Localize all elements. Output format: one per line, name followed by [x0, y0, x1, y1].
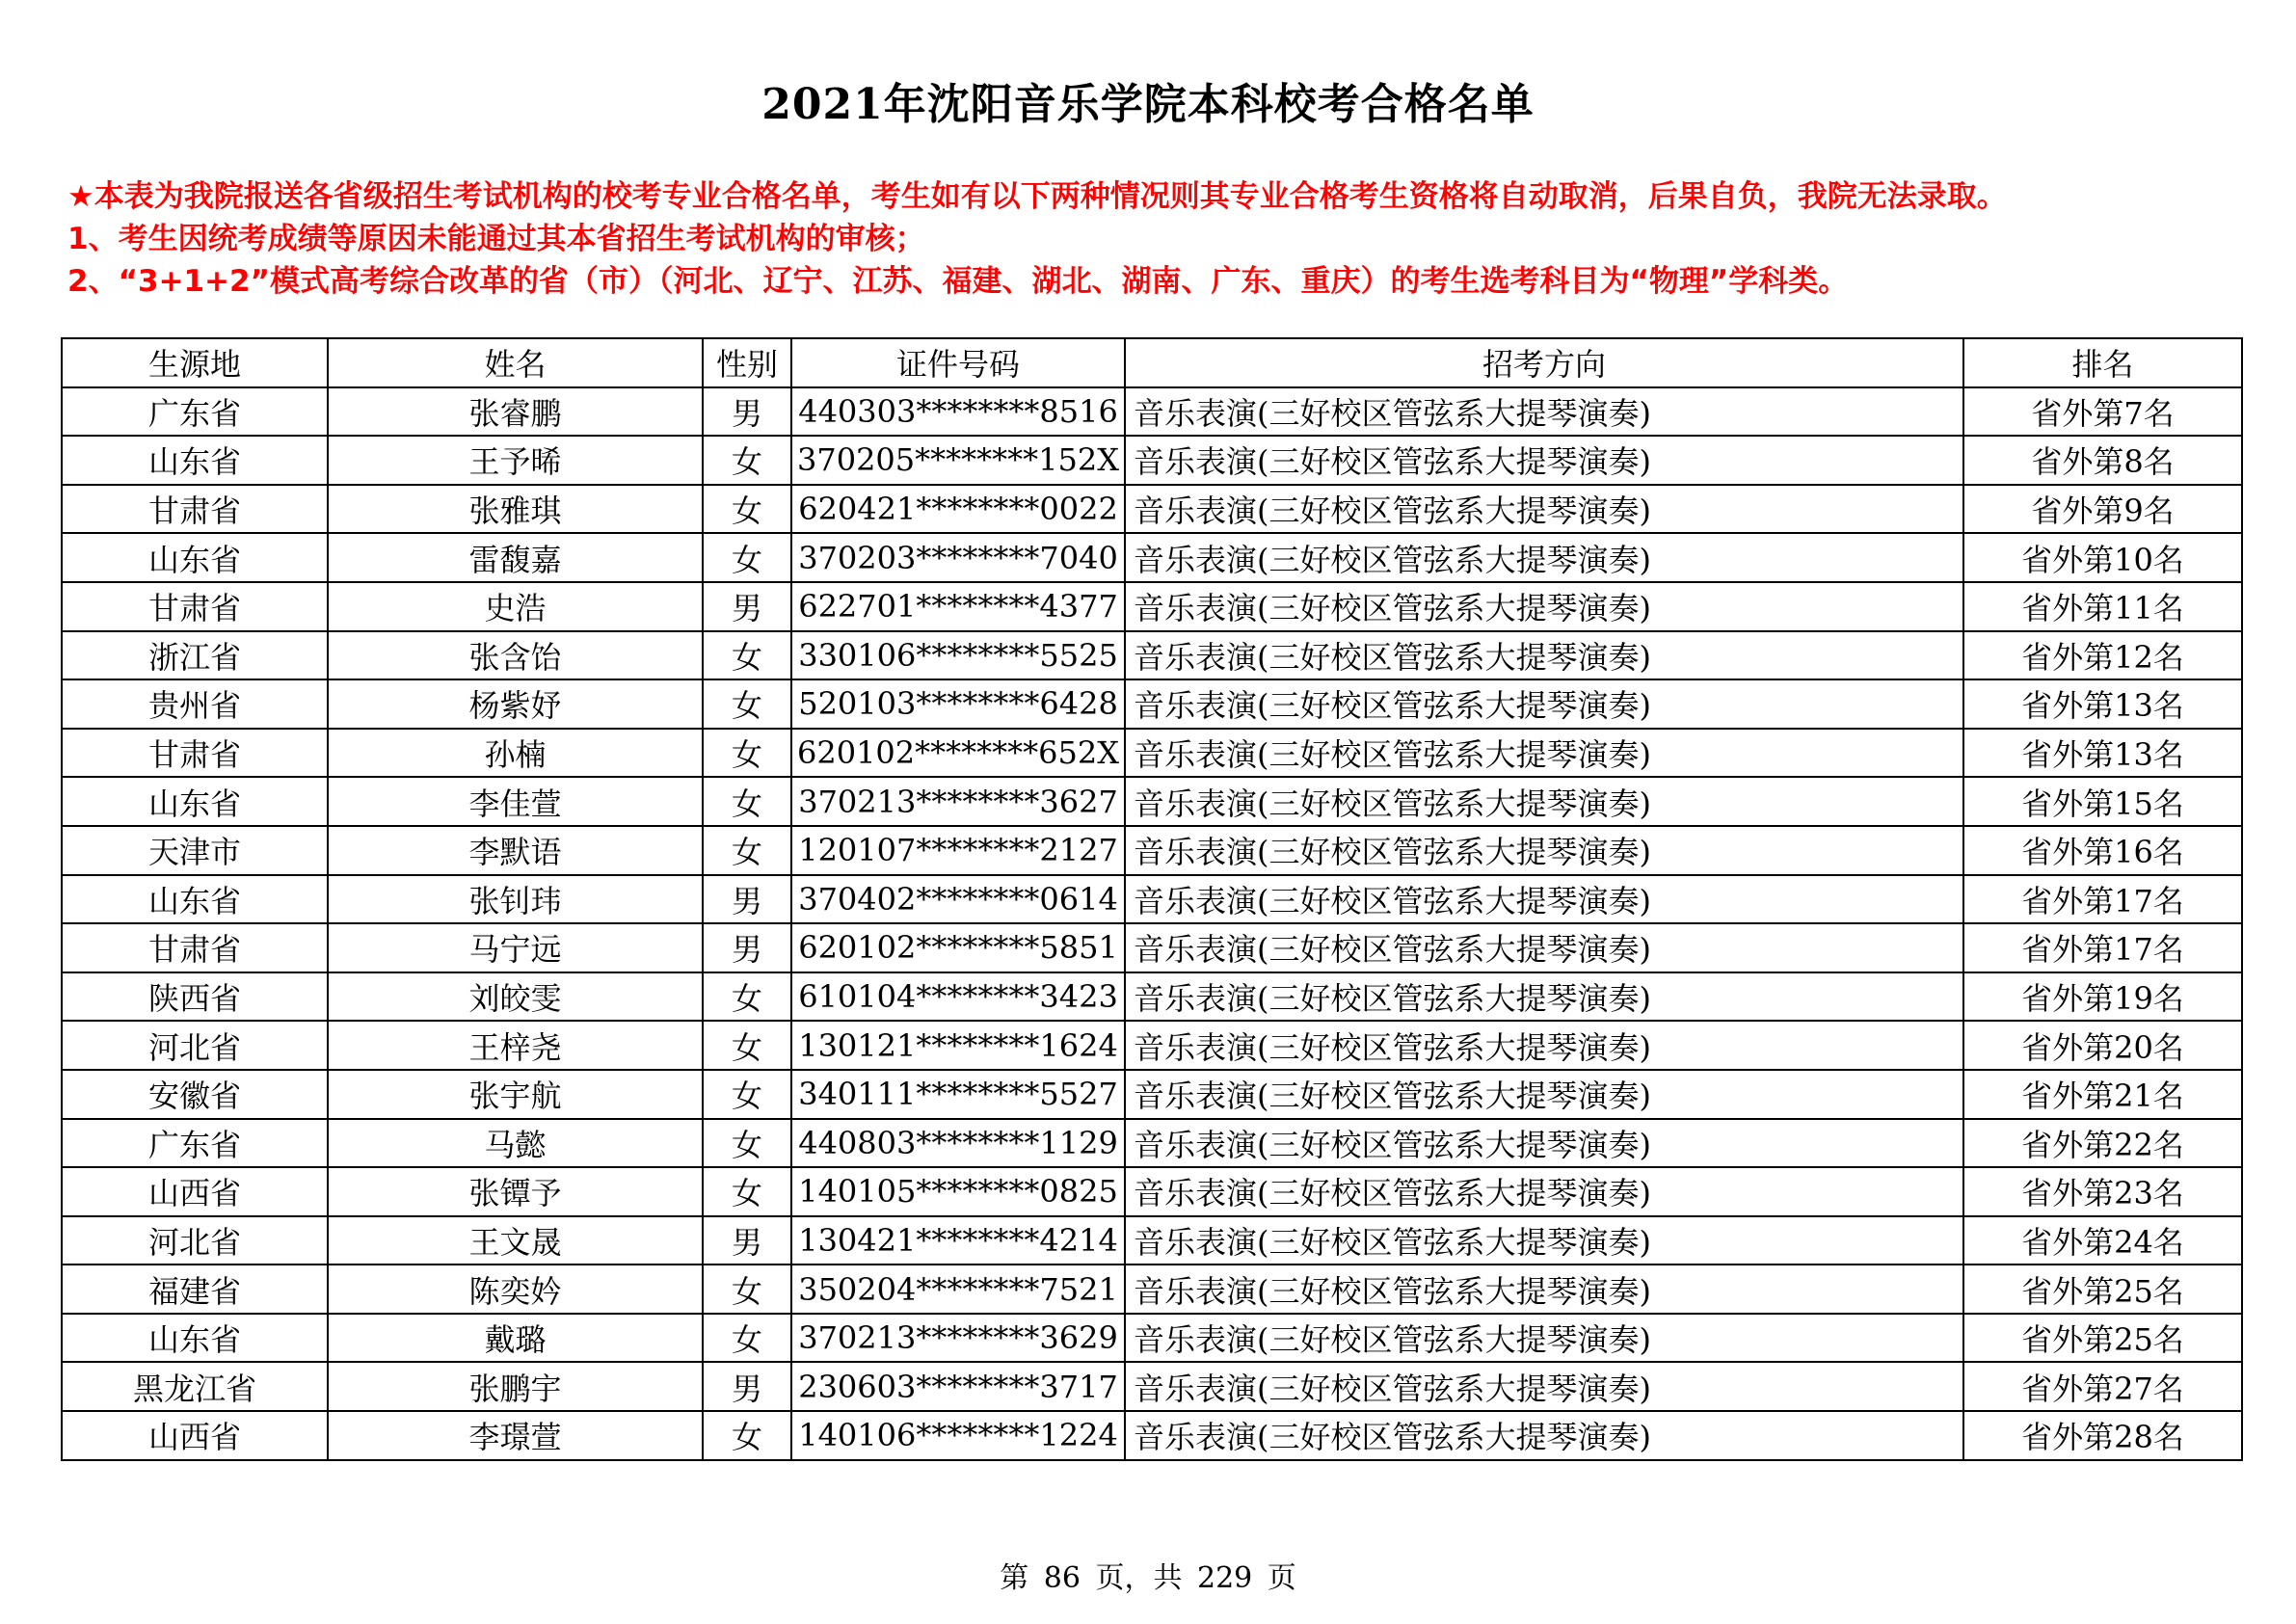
cell-name: 王文晟 [328, 1216, 703, 1265]
cell-id-number: 140105********0825 [791, 1167, 1125, 1216]
cell-id-number: 330106********5525 [791, 631, 1125, 680]
cell-id-number: 370402********0614 [791, 875, 1125, 924]
table-row [62, 777, 2242, 826]
cell-name: 马懿 [328, 1119, 703, 1168]
table-body [62, 387, 2242, 1460]
cell-rank: 省外第20名 [1963, 1021, 2242, 1070]
table-row [62, 1021, 2242, 1070]
cell-direction: 音乐表演(三好校区管弦系大提琴演奏) [1125, 387, 1963, 437]
cell-name: 李璟萱 [328, 1411, 703, 1460]
cell-id-number: 130121********1624 [791, 1021, 1125, 1070]
cell-name: 孙楠 [328, 729, 703, 778]
cell-rank: 省外第13名 [1963, 679, 2242, 729]
cell-gender: 女 [703, 826, 791, 875]
notice-block [67, 175, 2275, 303]
cell-id-number: 620102********652X [791, 729, 1125, 778]
cell-id-number: 610104********3423 [791, 972, 1125, 1022]
cell-direction: 音乐表演(三好校区管弦系大提琴演奏) [1125, 1021, 1963, 1070]
cell-gender: 女 [703, 777, 791, 826]
cell-gender: 女 [703, 1167, 791, 1216]
cell-direction: 音乐表演(三好校区管弦系大提琴演奏) [1125, 582, 1963, 631]
cell-direction: 音乐表演(三好校区管弦系大提琴演奏) [1125, 533, 1963, 582]
cell-gender: 女 [703, 533, 791, 582]
cell-rank: 省外第28名 [1963, 1411, 2242, 1460]
cell-id-number: 370213********3627 [791, 777, 1125, 826]
cell-direction: 音乐表演(三好校区管弦系大提琴演奏) [1125, 436, 1963, 485]
table-row [62, 436, 2242, 485]
cell-direction: 音乐表演(三好校区管弦系大提琴演奏) [1125, 485, 1963, 534]
cell-name: 王予晞 [328, 436, 703, 485]
cell-direction: 音乐表演(三好校区管弦系大提琴演奏) [1125, 1314, 1963, 1363]
header-direction: 招考方向 [1125, 338, 1963, 387]
cell-id-number: 230603********3717 [791, 1362, 1125, 1411]
cell-direction: 音乐表演(三好校区管弦系大提琴演奏) [1125, 1362, 1963, 1411]
table-row [62, 679, 2242, 729]
cell-origin: 山东省 [62, 1314, 328, 1363]
table-row [62, 875, 2242, 924]
cell-origin: 山东省 [62, 777, 328, 826]
cell-gender: 女 [703, 679, 791, 729]
cell-direction: 音乐表演(三好校区管弦系大提琴演奏) [1125, 631, 1963, 680]
cell-id-number: 370203********7040 [791, 533, 1125, 582]
cell-direction: 音乐表演(三好校区管弦系大提琴演奏) [1125, 1216, 1963, 1265]
cell-direction: 音乐表演(三好校区管弦系大提琴演奏) [1125, 679, 1963, 729]
table-row [62, 485, 2242, 534]
cell-rank: 省外第17名 [1963, 923, 2242, 972]
table-row [62, 582, 2242, 631]
cell-name: 马宁远 [328, 923, 703, 972]
cell-name: 雷馥嘉 [328, 533, 703, 582]
cell-gender: 女 [703, 485, 791, 534]
cell-gender: 男 [703, 923, 791, 972]
cell-origin: 天津市 [62, 826, 328, 875]
cell-id-number: 130421********4214 [791, 1216, 1125, 1265]
cell-gender: 女 [703, 631, 791, 680]
cell-origin: 广东省 [62, 1119, 328, 1168]
table-row [62, 826, 2242, 875]
cell-rank: 省外第23名 [1963, 1167, 2242, 1216]
cell-rank: 省外第27名 [1963, 1362, 2242, 1411]
cell-name: 王梓尧 [328, 1021, 703, 1070]
cell-rank: 省外第10名 [1963, 533, 2242, 582]
cell-direction: 音乐表演(三好校区管弦系大提琴演奏) [1125, 875, 1963, 924]
cell-name: 张含饴 [328, 631, 703, 680]
cell-gender: 女 [703, 1021, 791, 1070]
cell-direction: 音乐表演(三好校区管弦系大提琴演奏) [1125, 1119, 1963, 1168]
cell-rank: 省外第7名 [1963, 387, 2242, 437]
cell-name: 陈奕妗 [328, 1265, 703, 1314]
cell-direction: 音乐表演(三好校区管弦系大提琴演奏) [1125, 826, 1963, 875]
cell-direction: 音乐表演(三好校区管弦系大提琴演奏) [1125, 1265, 1963, 1314]
header-name: 姓名 [328, 338, 703, 387]
cell-name: 张镡予 [328, 1167, 703, 1216]
page-title: 2021年沈阳音乐学院本科校考合格名单 [761, 80, 1535, 129]
cell-rank: 省外第21名 [1963, 1070, 2242, 1119]
cell-origin: 山东省 [62, 533, 328, 582]
cell-origin: 陕西省 [62, 972, 328, 1022]
table-row [62, 972, 2242, 1022]
cell-rank: 省外第11名 [1963, 582, 2242, 631]
header-origin: 生源地 [62, 338, 328, 387]
table-row [62, 923, 2242, 972]
cell-direction: 音乐表演(三好校区管弦系大提琴演奏) [1125, 972, 1963, 1022]
header-rank: 排名 [1963, 338, 2242, 387]
page-footer: 第 86 页，共 229 页 [1000, 1561, 1296, 1595]
table-row [62, 533, 2242, 582]
cell-name: 张宇航 [328, 1070, 703, 1119]
cell-gender: 男 [703, 875, 791, 924]
cell-name: 戴璐 [328, 1314, 703, 1363]
table-header-row [62, 338, 2242, 387]
cell-id-number: 520103********6428 [791, 679, 1125, 729]
table-row [62, 1119, 2242, 1168]
cell-id-number: 140106********1224 [791, 1411, 1125, 1460]
table-row [62, 1411, 2242, 1460]
cell-gender: 男 [703, 1216, 791, 1265]
cell-name: 杨紫妤 [328, 679, 703, 729]
cell-gender: 女 [703, 1411, 791, 1460]
cell-name: 张钊玮 [328, 875, 703, 924]
cell-id-number: 370205********152X [791, 436, 1125, 485]
notice-line-1: 1、考生因统考成绩等原因未能通过其本省招生考试机构的审核； [67, 222, 925, 256]
table-row [62, 631, 2242, 680]
table-row [62, 1167, 2242, 1216]
cell-id-number: 622701********4377 [791, 582, 1125, 631]
cell-origin: 山东省 [62, 436, 328, 485]
cell-id-number: 340111********5527 [791, 1070, 1125, 1119]
cell-id-number: 440803********1129 [791, 1119, 1125, 1168]
cell-origin: 甘肃省 [62, 923, 328, 972]
cell-id-number: 350204********7521 [791, 1265, 1125, 1314]
cell-name: 张睿鹏 [328, 387, 703, 437]
cell-rank: 省外第25名 [1963, 1314, 2242, 1363]
cell-direction: 音乐表演(三好校区管弦系大提琴演奏) [1125, 1411, 1963, 1460]
table-row [62, 1070, 2242, 1119]
cell-rank: 省外第15名 [1963, 777, 2242, 826]
cell-origin: 山西省 [62, 1167, 328, 1216]
cell-gender: 女 [703, 1119, 791, 1168]
cell-gender: 男 [703, 387, 791, 437]
cell-name: 李佳萱 [328, 777, 703, 826]
cell-rank: 省外第17名 [1963, 875, 2242, 924]
cell-origin: 福建省 [62, 1265, 328, 1314]
cell-origin: 河北省 [62, 1021, 328, 1070]
header-gender: 性别 [703, 338, 791, 387]
cell-origin: 黑龙江省 [62, 1362, 328, 1411]
cell-gender: 女 [703, 1265, 791, 1314]
notice-line-main: ★本表为我院报送各省级招生考试机构的校考专业合格名单，考生如有以下两种情况则其专业合格考生资格将自动取消，后果自负，我院无法录取。 [67, 179, 2007, 214]
cell-rank: 省外第24名 [1963, 1216, 2242, 1265]
cell-rank: 省外第12名 [1963, 631, 2242, 680]
cell-origin: 山西省 [62, 1411, 328, 1460]
table-row [62, 387, 2242, 437]
cell-direction: 音乐表演(三好校区管弦系大提琴演奏) [1125, 777, 1963, 826]
notice-line-2: 2、“3+1+2”模式高考综合改革的省（市）（河北、辽宁、江苏、福建、湖北、湖南、广东、重庆）的考生选考科目为“物理”学科类。 [67, 264, 1849, 299]
cell-id-number: 370213********3629 [791, 1314, 1125, 1363]
cell-origin: 河北省 [62, 1216, 328, 1265]
admission-table [61, 337, 2243, 1461]
cell-origin: 贵州省 [62, 679, 328, 729]
cell-rank: 省外第9名 [1963, 485, 2242, 534]
cell-name: 李默语 [328, 826, 703, 875]
cell-gender: 女 [703, 972, 791, 1022]
cell-id-number: 440303********8516 [791, 387, 1125, 437]
cell-origin: 浙江省 [62, 631, 328, 680]
cell-rank: 省外第22名 [1963, 1119, 2242, 1168]
cell-rank: 省外第19名 [1963, 972, 2242, 1022]
cell-gender: 女 [703, 436, 791, 485]
cell-rank: 省外第16名 [1963, 826, 2242, 875]
cell-origin: 甘肃省 [62, 485, 328, 534]
cell-direction: 音乐表演(三好校区管弦系大提琴演奏) [1125, 1070, 1963, 1119]
cell-direction: 音乐表演(三好校区管弦系大提琴演奏) [1125, 1167, 1963, 1216]
cell-origin: 安徽省 [62, 1070, 328, 1119]
table-row [62, 1314, 2242, 1363]
cell-id-number: 620102********5851 [791, 923, 1125, 972]
cell-name: 张雅琪 [328, 485, 703, 534]
cell-rank: 省外第25名 [1963, 1265, 2242, 1314]
cell-gender: 男 [703, 582, 791, 631]
cell-rank: 省外第13名 [1963, 729, 2242, 778]
cell-gender: 女 [703, 729, 791, 778]
cell-id-number: 620421********0022 [791, 485, 1125, 534]
table-row [62, 1265, 2242, 1314]
header-id-number: 证件号码 [791, 338, 1125, 387]
cell-origin: 广东省 [62, 387, 328, 437]
cell-gender: 女 [703, 1070, 791, 1119]
cell-rank: 省外第8名 [1963, 436, 2242, 485]
table-row [62, 1216, 2242, 1265]
cell-direction: 音乐表演(三好校区管弦系大提琴演奏) [1125, 923, 1963, 972]
table-row [62, 1362, 2242, 1411]
table-row [62, 729, 2242, 778]
cell-origin: 甘肃省 [62, 729, 328, 778]
cell-name: 史浩 [328, 582, 703, 631]
cell-origin: 甘肃省 [62, 582, 328, 631]
cell-id-number: 120107********2127 [791, 826, 1125, 875]
cell-gender: 女 [703, 1314, 791, 1363]
cell-name: 张鹏宇 [328, 1362, 703, 1411]
cell-origin: 山东省 [62, 875, 328, 924]
cell-direction: 音乐表演(三好校区管弦系大提琴演奏) [1125, 729, 1963, 778]
cell-name: 刘皎雯 [328, 972, 703, 1022]
cell-gender: 男 [703, 1362, 791, 1411]
